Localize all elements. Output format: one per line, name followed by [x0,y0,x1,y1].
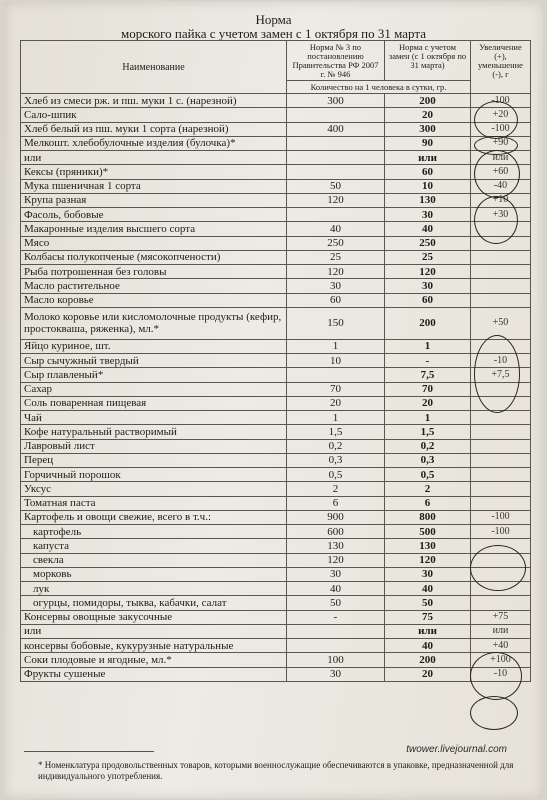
row-name: Масло растительное [21,279,287,293]
row-change: +90 [471,136,531,150]
table-row [21,94,531,108]
document-sheet [4,2,543,798]
row-norm-replacements: или [385,624,471,638]
table-row [21,539,531,553]
table-row [21,236,531,250]
table-row [21,122,531,136]
row-change: +30 [471,208,531,222]
row-norm-replacements: 130 [385,193,471,207]
row-norm-3 [287,108,385,122]
table-row [21,439,531,453]
row-name: Чай [21,411,287,425]
row-name: лук [21,582,287,596]
row-norm-3: 100 [287,653,385,667]
row-change [471,222,531,236]
table-row [21,653,531,667]
row-norm-3: 120 [287,193,385,207]
header-quantity: Количество на 1 человека в сутки, гр. [287,81,471,94]
ration-table [20,40,531,682]
table-row [21,624,531,638]
row-norm-replacements: 40 [385,639,471,653]
row-name: Консервы овощные закусочные [21,610,287,624]
table-row [21,496,531,510]
row-name: Соль поваренная пищевая [21,396,287,410]
table-row [21,396,531,410]
row-change: или [471,151,531,165]
table-row [21,165,531,179]
row-change [471,468,531,482]
row-norm-3: 120 [287,553,385,567]
row-norm-3 [287,368,385,382]
row-norm-replacements: 20 [385,108,471,122]
row-name: капуста [21,539,287,553]
row-name: Уксус [21,482,287,496]
row-change: +10 [471,193,531,207]
row-norm-3: 30 [287,667,385,681]
row-norm-replacements: 200 [385,94,471,108]
table-row [21,354,531,368]
table-row [21,553,531,567]
row-name: Яйцо куриное, шт. [21,339,287,353]
table-row [21,222,531,236]
row-name: Рыба потрошенная без головы [21,265,287,279]
row-norm-3: 30 [287,279,385,293]
table-row [21,250,531,264]
row-change: +7,5 [471,368,531,382]
row-norm-replacements: 250 [385,236,471,250]
row-norm-replacements: 10 [385,179,471,193]
row-norm-3: 300 [287,94,385,108]
row-name: Фасоль, бобовые [21,208,287,222]
row-name: Соки плодовые и ягодные, мл.* [21,653,287,667]
row-norm-3: 1 [287,411,385,425]
table-row [21,425,531,439]
row-change [471,279,531,293]
header-change: Увеличение (+), уменьшение (-), г [471,41,531,94]
hand-circle [470,696,518,730]
row-change: -100 [471,525,531,539]
row-name: Хлеб белый из пш. муки 1 сорта (нарезной) [21,122,287,136]
row-change: +20 [471,108,531,122]
row-name: Сыр сычужный твердый [21,354,287,368]
row-name: Сахар [21,382,287,396]
table-row [21,453,531,467]
table-row [21,411,531,425]
row-change: -10 [471,354,531,368]
row-name: Кофе натуральный растворимый [21,425,287,439]
row-norm-3: 40 [287,222,385,236]
header-name: Наименование [21,41,287,94]
row-change [471,539,531,553]
row-change [471,596,531,610]
row-name: Томатная паста [21,496,287,510]
row-norm-3: 20 [287,396,385,410]
row-name: Макаронные изделия высшего сорта [21,222,287,236]
row-change [471,496,531,510]
table-row [21,567,531,581]
table-row [21,582,531,596]
row-name: консервы бобовые, кукурузные натуральные [21,639,287,653]
row-norm-replacements: 50 [385,596,471,610]
document-title: Норма [255,12,292,27]
table-row [21,468,531,482]
table-body [21,94,531,682]
row-name: Мука пшеничная 1 сорта [21,179,287,193]
row-norm-replacements: 7,5 [385,368,471,382]
row-norm-3 [287,639,385,653]
row-change: +40 [471,639,531,653]
row-change [471,553,531,567]
row-norm-replacements: 800 [385,510,471,524]
row-norm-3: - [287,610,385,624]
row-name: морковь [21,567,287,581]
row-name: свекла [21,553,287,567]
row-change: +50 [471,307,531,339]
row-name: Крупа разная [21,193,287,207]
table-row [21,307,531,339]
row-norm-3: 130 [287,539,385,553]
row-norm-3: 40 [287,582,385,596]
row-name: Фрукты сушеные [21,667,287,681]
row-change [471,265,531,279]
row-norm-3: 120 [287,265,385,279]
row-norm-replacements: 20 [385,667,471,681]
table-row [21,265,531,279]
table-row [21,596,531,610]
row-norm-replacements: или [385,151,471,165]
row-name: Колбасы полукопченые (мясокопчености) [21,250,287,264]
row-norm-3: 70 [287,382,385,396]
row-name: Кексы (пряники)* [21,165,287,179]
row-norm-replacements: 30 [385,208,471,222]
table-row [21,279,531,293]
row-norm-3 [287,165,385,179]
row-change: +75 [471,610,531,624]
row-norm-3: 6 [287,496,385,510]
row-change [471,567,531,581]
row-norm-replacements: 200 [385,653,471,667]
row-norm-3 [287,136,385,150]
row-norm-3: 30 [287,567,385,581]
row-norm-replacements: 70 [385,382,471,396]
row-norm-3: 0,2 [287,439,385,453]
row-norm-replacements: 25 [385,250,471,264]
row-change: -100 [471,122,531,136]
row-change: -40 [471,179,531,193]
row-name: или [21,151,287,165]
table-row [21,510,531,524]
row-change [471,339,531,353]
table-row [21,136,531,150]
table-row [21,151,531,165]
table-row [21,208,531,222]
row-norm-3: 50 [287,596,385,610]
row-change: -10 [471,667,531,681]
row-change: +60 [471,165,531,179]
table-row [21,293,531,307]
row-name: или [21,624,287,638]
row-name: Хлеб из смеси рж. и пш. муки 1 с. (нарезной) [21,94,287,108]
row-change [471,439,531,453]
row-norm-3 [287,624,385,638]
row-change: +100 [471,653,531,667]
row-norm-replacements: 130 [385,539,471,553]
row-norm-replacements: 500 [385,525,471,539]
row-change [471,236,531,250]
row-norm-3: 2 [287,482,385,496]
row-norm-3: 60 [287,293,385,307]
document-subtitle: морского пайка с учетом замен с 1 октября по 31 марта [121,26,426,41]
row-norm-3: 900 [287,510,385,524]
row-change [471,453,531,467]
row-change [471,396,531,410]
header-norm-3: Норма № 3 по постановлению Правительства РФ 2007 г. № 946 [287,41,385,81]
row-name: Картофель и овощи свежие, всего в т.ч.: [21,510,287,524]
row-norm-3: 1,5 [287,425,385,439]
row-norm-replacements: 60 [385,293,471,307]
row-norm-replacements: 0,3 [385,453,471,467]
row-change [471,482,531,496]
footnote-divider [24,751,154,752]
table-row [21,667,531,681]
table-row [21,108,531,122]
table-row [21,193,531,207]
row-change: -100 [471,94,531,108]
row-name: Горчичный порошок [21,468,287,482]
row-norm-replacements: 120 [385,265,471,279]
table-row [21,339,531,353]
row-norm-3: 600 [287,525,385,539]
row-change: или [471,624,531,638]
row-norm-replacements: 200 [385,307,471,339]
row-norm-replacements: 1 [385,411,471,425]
row-norm-replacements: 30 [385,279,471,293]
row-norm-3: 10 [287,354,385,368]
row-norm-replacements: 1,5 [385,425,471,439]
table-row [21,525,531,539]
table-row [21,610,531,624]
table-row [21,368,531,382]
row-norm-replacements: 6 [385,496,471,510]
table-row [21,179,531,193]
row-change: -100 [471,510,531,524]
row-norm-3: 0,5 [287,468,385,482]
row-change [471,582,531,596]
row-change [471,382,531,396]
footnote: * Номенклатура продовольственных товаров, которыми военнослужащие обеспечиваются в упаковке, предназначенной для индивидуального употребления. [38,760,514,781]
row-name: Сыр плавленый* [21,368,287,382]
row-norm-3: 0,3 [287,453,385,467]
row-name: Масло коровье [21,293,287,307]
row-norm-replacements: 2 [385,482,471,496]
row-change [471,411,531,425]
row-norm-3 [287,151,385,165]
row-name: огурцы, помидоры, тыква, кабачки, салат [21,596,287,610]
table-row [21,482,531,496]
row-norm-replacements: - [385,354,471,368]
row-norm-replacements: 40 [385,582,471,596]
row-change [471,425,531,439]
row-norm-3: 25 [287,250,385,264]
row-name: Лавровый лист [21,439,287,453]
row-norm-replacements: 0,5 [385,468,471,482]
row-name: картофель [21,525,287,539]
row-norm-replacements: 75 [385,610,471,624]
row-name: Мясо [21,236,287,250]
row-norm-3: 150 [287,307,385,339]
header-norm-replacements: Норма с учетом замен (с 1 октября по 31 марта) [385,41,471,81]
row-norm-replacements: 60 [385,165,471,179]
table-row [21,639,531,653]
row-norm-replacements: 1 [385,339,471,353]
row-name: Молоко коровье или кисломолочные продукты (кефир, простокваша, ряженка), мл.* [21,307,287,339]
row-norm-replacements: 300 [385,122,471,136]
row-norm-replacements: 40 [385,222,471,236]
row-change [471,293,531,307]
row-norm-replacements: 120 [385,553,471,567]
row-norm-3 [287,208,385,222]
row-norm-replacements: 90 [385,136,471,150]
row-norm-replacements: 20 [385,396,471,410]
row-name: Перец [21,453,287,467]
row-name: Мелкошт. хлебобулочные изделия (булочка)* [21,136,287,150]
row-norm-3: 1 [287,339,385,353]
row-norm-3: 400 [287,122,385,136]
row-name: Сало-шпик [21,108,287,122]
row-norm-3: 50 [287,179,385,193]
table-row [21,382,531,396]
row-change [471,250,531,264]
row-norm-replacements: 0,2 [385,439,471,453]
watermark: twower.livejournal.com [406,744,507,755]
row-norm-replacements: 30 [385,567,471,581]
row-norm-3: 250 [287,236,385,250]
